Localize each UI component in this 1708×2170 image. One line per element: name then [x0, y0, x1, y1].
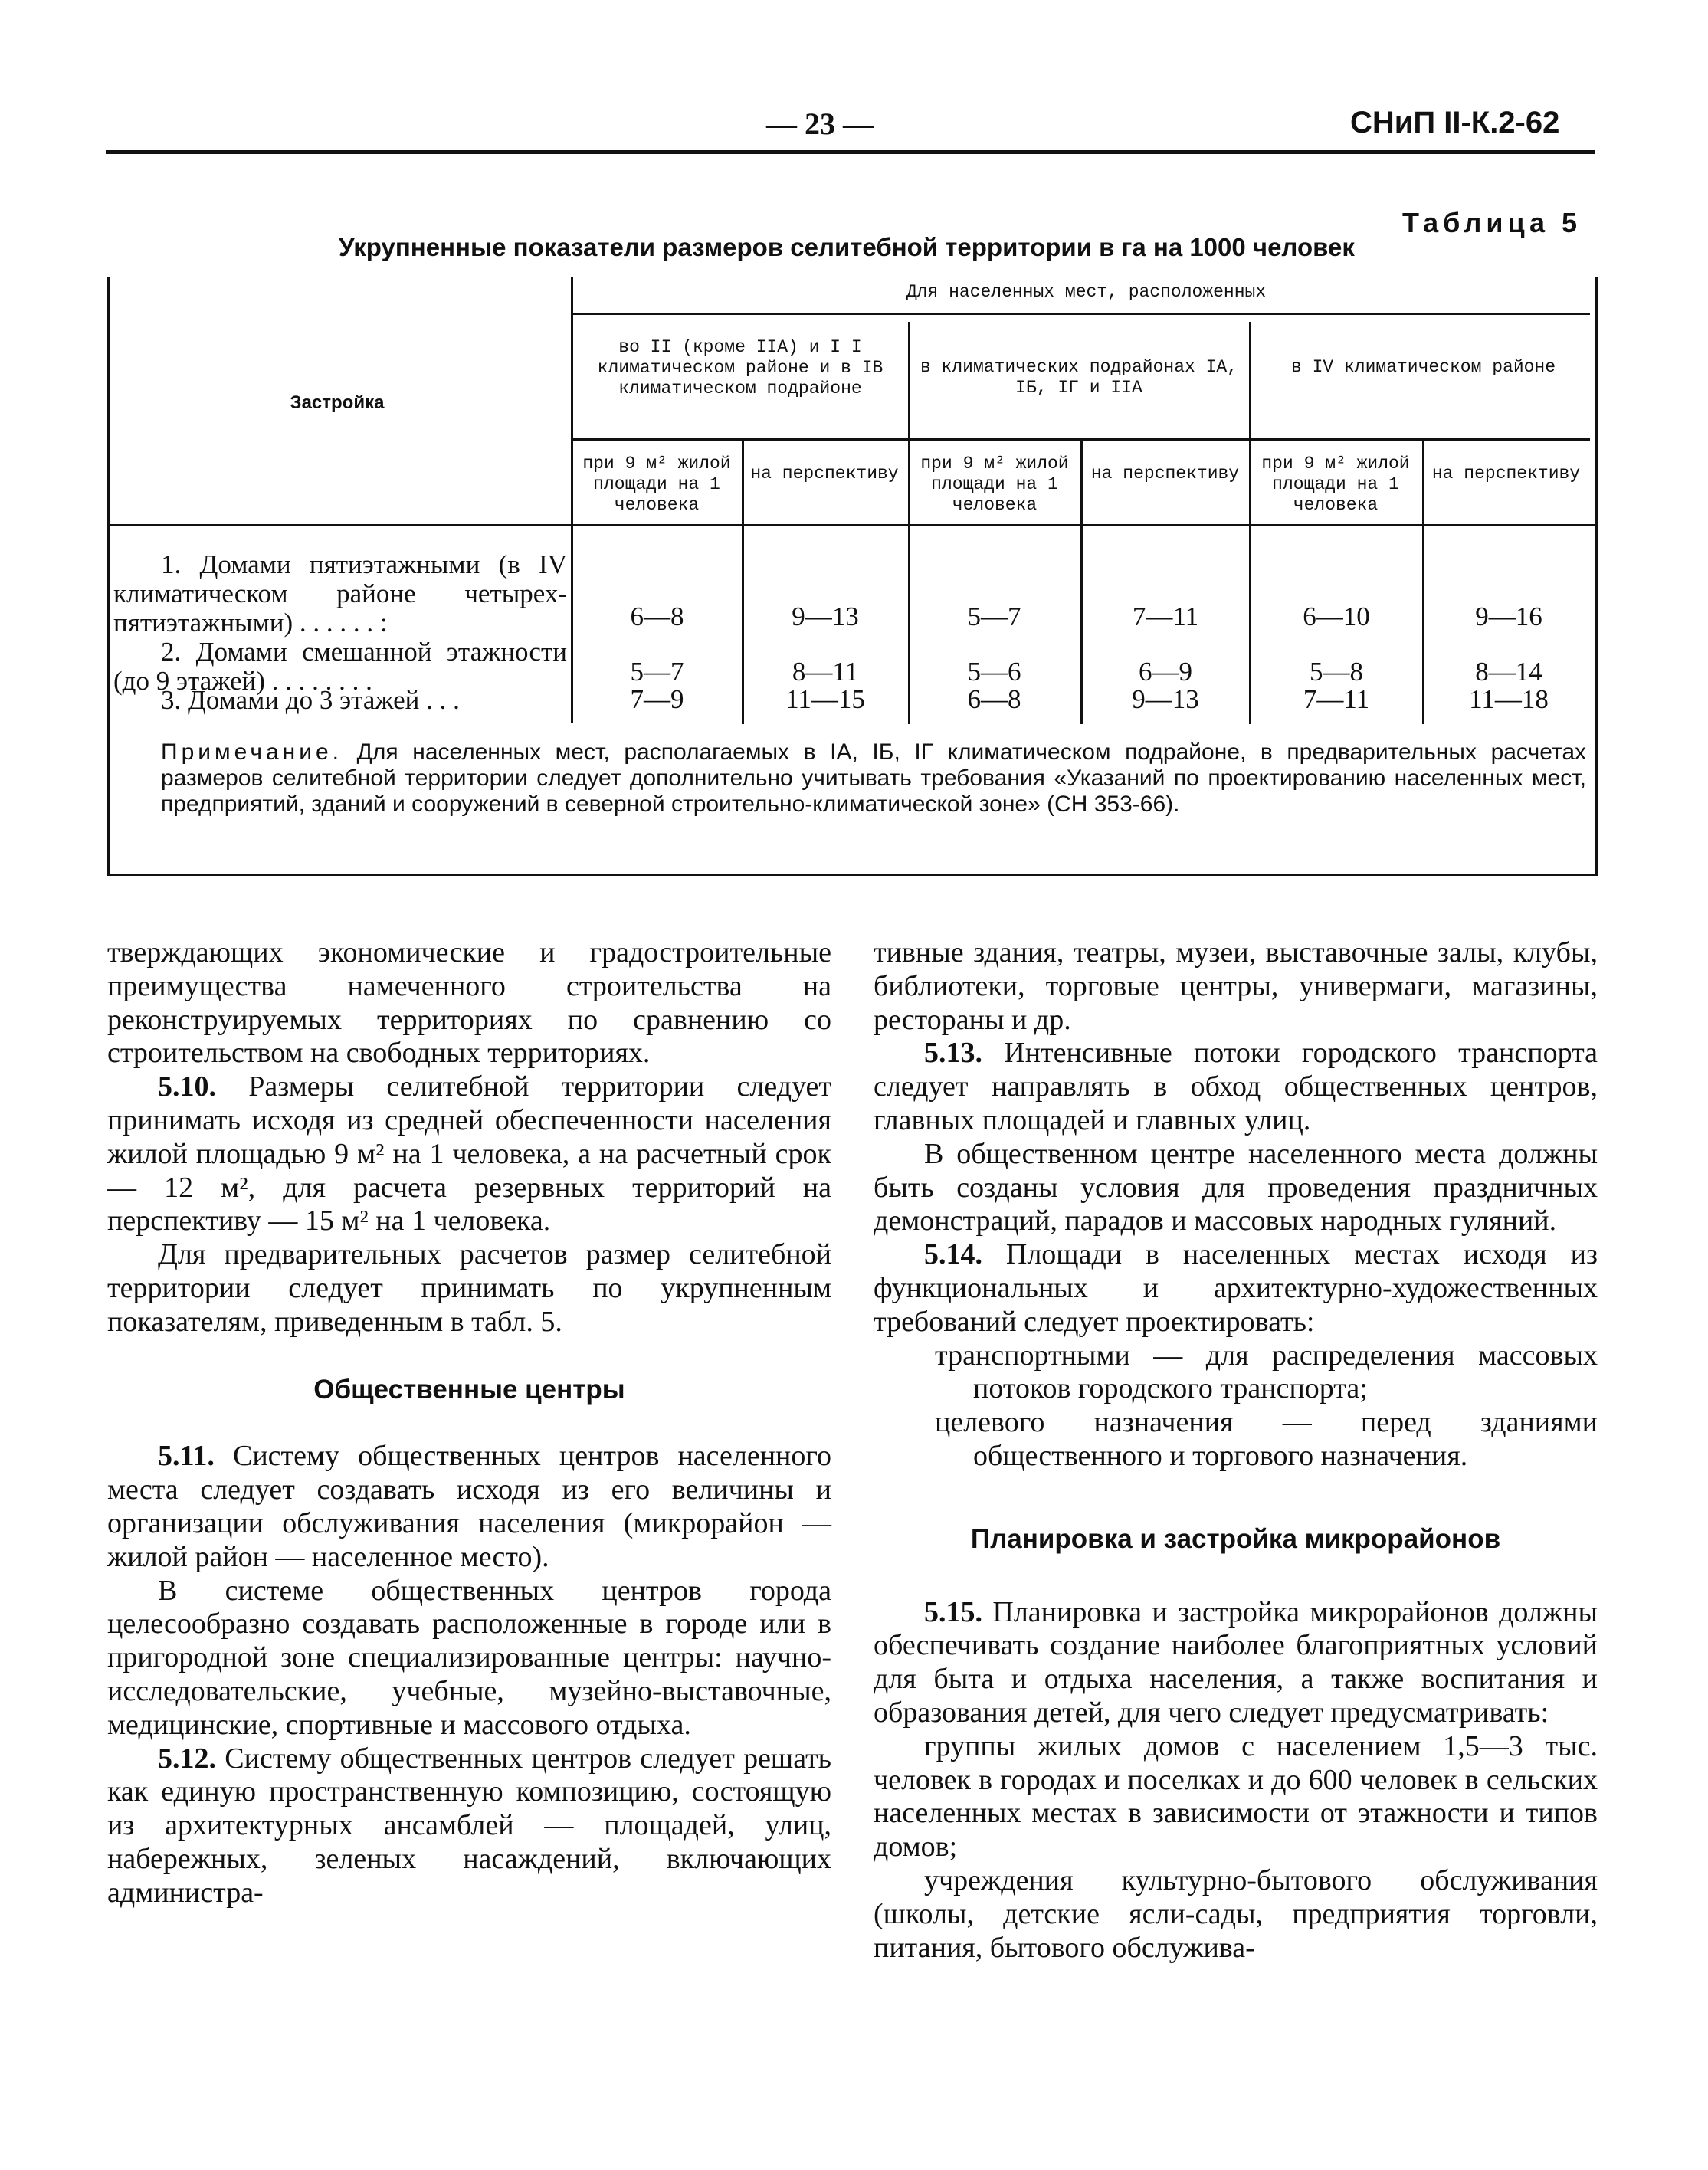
- table-group-rule: [571, 313, 1590, 315]
- table-sub-header: на перспективу: [750, 464, 899, 483]
- table-cell: 9—13: [792, 602, 859, 631]
- clause-number: 5.13.: [924, 1037, 982, 1070]
- table-title: Укрупненные показатели размеров селитебной территории в га на 1000 человек: [339, 233, 1355, 261]
- section-heading: Общественные центры: [313, 1374, 625, 1405]
- table-cell: 5—6: [967, 657, 1021, 687]
- paragraph-text: Интенсивные потоки городского транспорта следует направлять в обход общественных центров, главных площадей и главных улиц.: [874, 1037, 1598, 1136]
- table-label: Таблица 5: [1402, 207, 1582, 238]
- table-zone-header: в климатических подрайонах IА, IБ, IГ и IIА: [920, 357, 1238, 398]
- paragraph: учреждения культурно-бытового обслуживания (школы, детские ясли-сады, предприятия торговли, питания, бытового обслужива-: [874, 1864, 1598, 1964]
- table-cell: 7—11: [1303, 684, 1370, 714]
- table-zone-divider: [908, 322, 910, 724]
- table-cell: 11—15: [785, 684, 865, 714]
- table-cell: 8—11: [792, 657, 859, 687]
- table-sub-header: на перспективу: [1090, 464, 1240, 483]
- paragraph-text: Площади в населенных местах исходя из функциональных и архитектурно-художественных требований следует проектировать:: [874, 1238, 1598, 1338]
- paragraph: [107, 1440, 831, 1574]
- table-zone-header: в IV климатическом районе: [1290, 357, 1556, 377]
- paragraph: В системе общественных центров города целесообразно создавать расположенные в городе или в пригородной зоне специализированные центры: научно-исследовательские, учебные, музейно-выставочные, медицинские, спортивные и массового отдыха.: [107, 1574, 831, 1741]
- table-cell: 5—7: [967, 602, 1021, 631]
- table-cell: 8—14: [1475, 657, 1542, 687]
- table-cell: 6—8: [630, 602, 684, 631]
- table-cell: 9—16: [1475, 602, 1542, 631]
- table-row-label: 2. Домами смешанной этажности (до 9 этажей) . . . . . . . .: [113, 637, 567, 696]
- paragraph: [874, 1238, 1598, 1339]
- table-border-bottom: [107, 874, 1598, 876]
- table-sub-header: при 9 м² жилой площади на 1 человека: [1261, 454, 1410, 515]
- document-code: СНиП II-К.2-62: [1350, 106, 1560, 139]
- clause-number: 5.12.: [158, 1742, 216, 1775]
- table-cell: 7—11: [1132, 602, 1199, 631]
- table-sub-divider: [1080, 441, 1083, 724]
- table-note: [161, 739, 1586, 818]
- table-sub-header: при 9 м² жилой площади на 1 человека: [920, 454, 1069, 515]
- table-cell: 5—7: [630, 657, 684, 687]
- table-cell: 6—8: [967, 684, 1021, 714]
- paragraph-text: Планировка и застройка микрорайонов должны обеспечивать создание наиболее благоприятных условий для быта и отдыха населения, а также воспитания и образования детей, для чего следует предусматривать:: [874, 1595, 1598, 1729]
- paragraph-text: Размеры селитебной территории следует принимать исходя из средней обеспеченности населения жилой площадью 9 м² на 1 человека, а на расчетный срок — 12 м², для расчета резервных территорий на перспективу — 15 м² на 1 человека.: [107, 1070, 832, 1237]
- table-zone-divider: [1249, 322, 1251, 724]
- table-header-rule: [107, 524, 1598, 526]
- paragraph-text: Систему общественных центров населенного места следует создавать исходя из его величины и организации обслуживания населения (микрорайон — жилой район — населенное место).: [107, 1440, 832, 1573]
- paragraph: тивные здания, театры, музеи, выставочные залы, клубы, библиотеки, торговые центры, универмаги, магазины, рестораны и др.: [874, 936, 1598, 1036]
- clause-number: 5.15.: [924, 1595, 982, 1628]
- clause-number: 5.11.: [158, 1440, 215, 1473]
- table-note-text: Для населенных мест, располагаемых в IА, IБ, IГ климатическом подрайоне, в предварительных расчетах размеров селитебной территории следует дополнительно учитывать требования «Указаний по проектированию населенных мест, предприятий, зданий и сооружений в северной строительно-климатической зоне» (СН 353-66).: [161, 739, 1587, 817]
- paragraph: [107, 1070, 831, 1238]
- clause-number: 5.10.: [158, 1070, 216, 1103]
- table-sub-header: при 9 м² жилой площади на 1 человека: [582, 454, 731, 515]
- left-column: [107, 936, 831, 1910]
- list-item: целевого назначения — перед зданиями общественного и торгового назначения.: [935, 1406, 1598, 1472]
- table-border-left: [107, 277, 110, 875]
- table-border-right: [1595, 277, 1598, 875]
- table-row-label: 3. Домами до 3 этажей . . .: [161, 685, 460, 715]
- clause-number: 5.14.: [924, 1238, 982, 1271]
- paragraph: Для предварительных расчетов размер селитебной территории следует принимать по укрупненным показателям, приведенным в табл. 5.: [107, 1238, 831, 1338]
- table-sub-divider: [1422, 441, 1424, 724]
- table-cell: 6—9: [1139, 657, 1192, 687]
- table-sub-divider: [742, 441, 744, 724]
- table-row-label: 1. Домами пятиэтажными (в IV климатическом районе четырех-пятиэтажными) . . . . . . :: [113, 549, 567, 638]
- paragraph: [107, 1742, 831, 1910]
- list-item: транспортными — для распределения массовых потоков городского транспорта;: [935, 1339, 1598, 1405]
- table-zone-header: во II (кроме IIА) и I I климатическом районе и в IВ климатическом подрайоне: [597, 337, 884, 398]
- page-number: — 23 —: [766, 107, 874, 141]
- table-group-header: Для населенных мест, расположенных: [906, 282, 1267, 302]
- right-column: [874, 936, 1598, 1965]
- table-cell: 9—13: [1132, 684, 1199, 714]
- paragraph: В общественном центре населенного места должны быть созданы условия для проведения праздничных демонстраций, парадов и массовых народных гуляний.: [874, 1137, 1598, 1237]
- paragraph: [874, 1037, 1598, 1137]
- table-cell: 11—18: [1469, 684, 1549, 714]
- table-cell: 6—10: [1303, 602, 1370, 631]
- header-rule: [106, 150, 1595, 154]
- section-heading: Планировка и застройка микрорайонов: [970, 1523, 1501, 1554]
- table-cell: 7—9: [630, 684, 684, 714]
- paragraph: группы жилых домов с населением 1,5—3 тыс. человек в городах и поселках и до 600 человек в сельских населенных местах в зависимости от этажности и типов домов;: [874, 1729, 1598, 1864]
- table-stub-divider: [571, 277, 573, 723]
- table-stub-header: Застройка: [290, 392, 385, 413]
- table-cell: 5—8: [1310, 657, 1363, 687]
- table-sub-header: на перспективу: [1431, 464, 1581, 483]
- paragraph: тверждающих экономические и градостроительные преимущества намеченного строительства на реконструируемых территориях по сравнению со строительством на свободных территориях.: [107, 936, 831, 1070]
- table-note-lead: Примечание.: [161, 739, 343, 765]
- paragraph-text: Систему общественных центров следует решать как единую пространственную композицию, состоящую из архитектурных ансамблей — площадей, улиц, набережных, зеленых насаждений, включающих администра-: [107, 1742, 832, 1909]
- paragraph: [874, 1596, 1598, 1730]
